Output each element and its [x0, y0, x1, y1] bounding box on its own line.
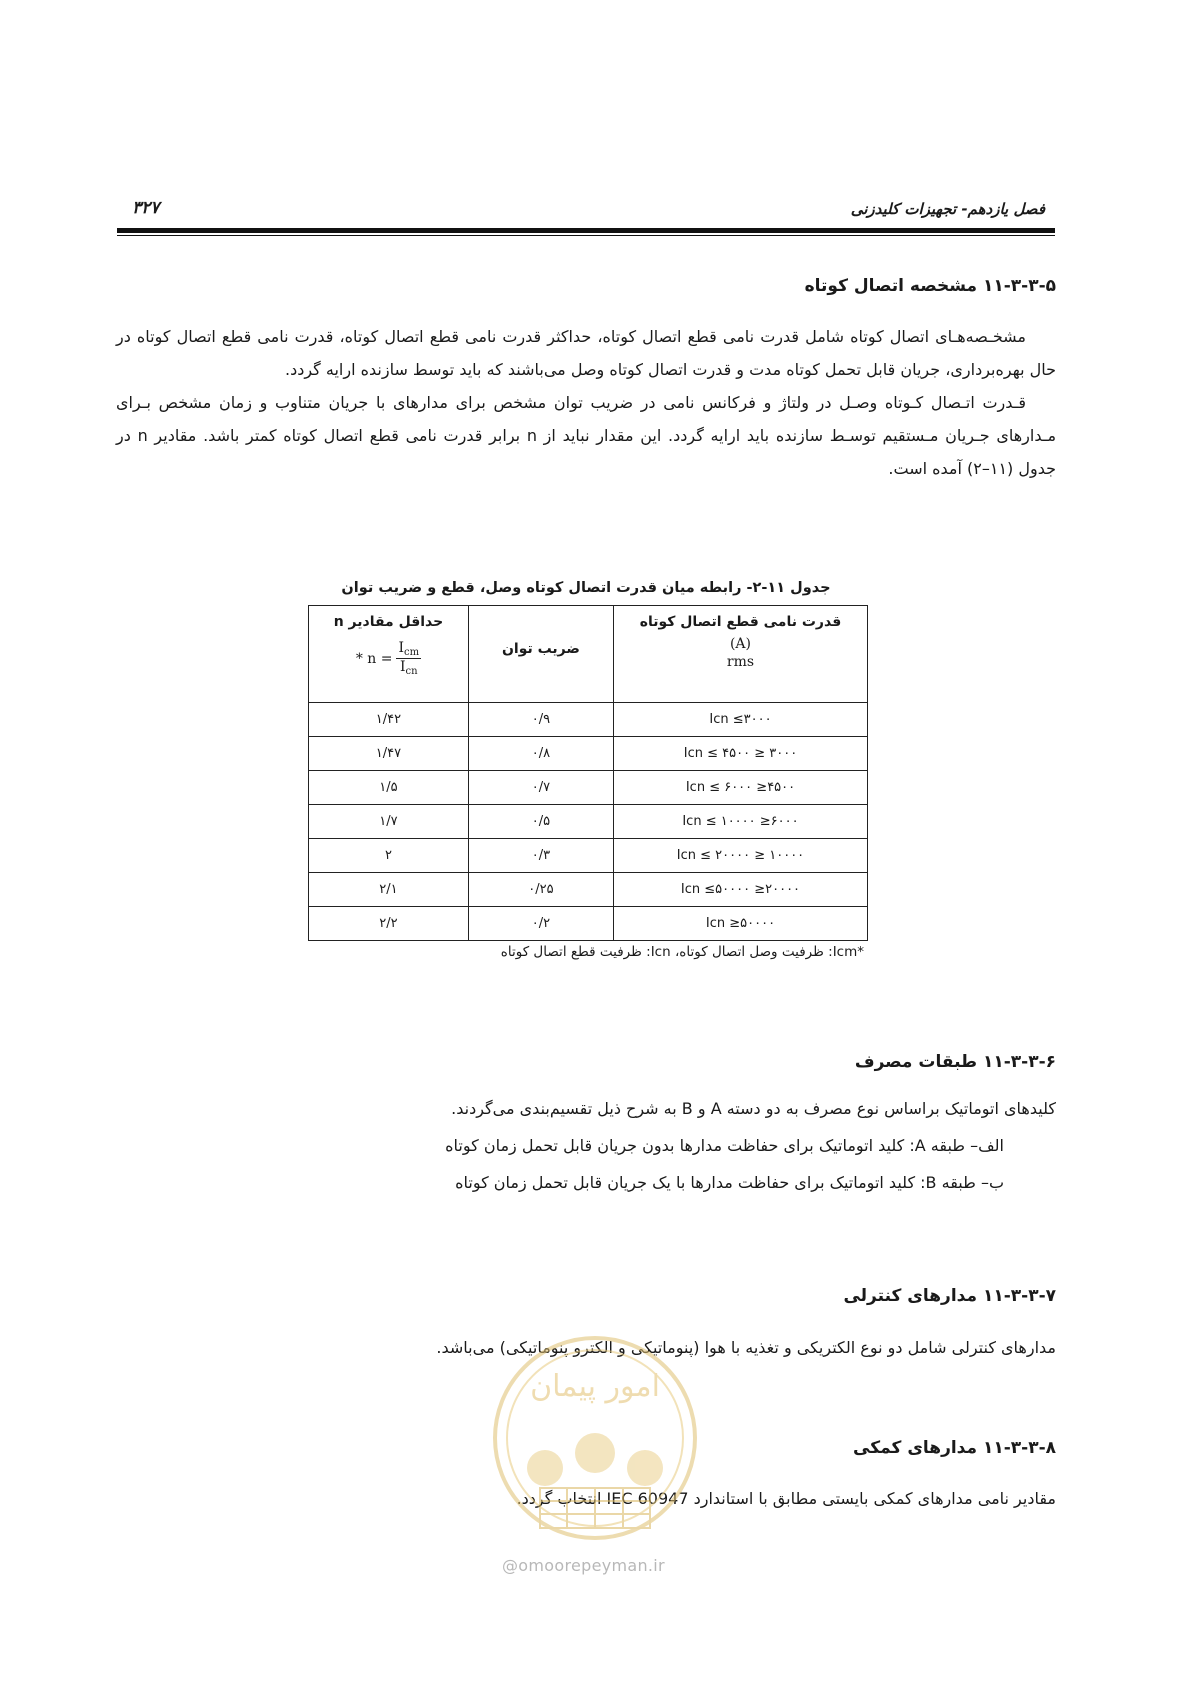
header-breaking-capacity: قدرت نامی قطع اتصال کوتاه (A) rms [613, 606, 867, 703]
svg-text:امور پیمان: امور پیمان [530, 1369, 660, 1404]
cell-power-factor: ۰/۲۵ [468, 873, 613, 907]
cell-current-range: ۵۰۰۰۰≤ Icn [613, 907, 867, 941]
section-heading-control-circuits: ۱۱-۳-۳-۷ مدارهای کنترلی [843, 1286, 1056, 1306]
paragraph: قـدرت اتـصال کـوتاه وصـل در ولتاژ و فرکانس نامی در ضریب توان مشخص برای مدارهای با جریان متناوب و زمان مشخص بـرای مـدارهای جـریان مـستقیم توسـط سازنده باید ارایه گردد. این مقدار نباید از n برابر قدرت نامی قطع اتصال کوتاه کمتر باشد. مقادیر n در جدول (۱۱–۲) آمده است. [116, 393, 1057, 478]
table-footnote: *Icm: ظرفیت وصل اتصال کوتاه، Icn: ظرفیت قطع اتصال کوتاه [500, 944, 864, 960]
paragraph: مدارهای کنترلی شامل دو نوع الکتریکی و تغذیه با هوا (پنوماتیکی و الکترو پنوماتیکی) می‌باشد. [436, 1338, 1056, 1357]
cell-min-n: ۱/۴۲ [309, 703, 469, 737]
cell-power-factor: ۰/۳ [468, 839, 613, 873]
n-formula: * n = $\frac{I_{cm}}{I_{cn}}$ [355, 640, 420, 677]
table-row [309, 737, 868, 771]
header-min-n: حداقل مقادیر n * n = $\frac{I_{cm}}{I_{cn}}$ [309, 606, 469, 703]
table-row [309, 907, 868, 941]
table-row [309, 805, 868, 839]
cell-power-factor: ۰/۲ [468, 907, 613, 941]
cell-min-n: ۱/۴۷ [309, 737, 469, 771]
cell-power-factor: ۰/۵ [468, 805, 613, 839]
cell-power-factor: ۰/۸ [468, 737, 613, 771]
cell-min-n: ۲/۲ [309, 907, 469, 941]
table-row [309, 873, 868, 907]
paragraph: مشخـصه‌هـای اتصال کوتاه شامل قدرت نامی قطع اتصال کوتاه، حداکثر قدرت نامی قطع اتصال کوتاه، قدرت نامی قطع اتصال کوتاه در حال بهره‌برداری، جریان قابل تحمل کوتاه مدت و قدرت اتصال کوتاه وصل می‌باشند که باید توسط سازنده ارایه گردد. [116, 327, 1056, 379]
table-row [309, 839, 868, 873]
cell-current-range: ۶۰۰۰≤ Icn ≤ ۱۰۰۰۰ [613, 805, 867, 839]
cell-current-range: ۴۵۰۰≤ Icn ≤ ۶۰۰۰ [613, 771, 867, 805]
table-header-row [309, 606, 868, 703]
table-caption: جدول ۱۱-۲- رابطه میان قدرت اتصال کوتاه وصل، قطع و ضریب توان [341, 580, 831, 596]
paragraph: مقادیر نامی مدارهای کمکی بایستی مطابق با استاندارد IEC 60947 انتخاب گردد. [516, 1489, 1056, 1508]
cell-current-range: Icn ≤۳۰۰۰ [613, 703, 867, 737]
page-number: ۳۲۷ [132, 198, 160, 218]
running-head: فصل یازدهم- تجهیزات کلیدزنی [850, 200, 1045, 218]
cell-min-n: ۲ [309, 839, 469, 873]
paragraph: کلیدهای اتوماتیک براساس نوع مصرف به دو دسته A و B به شرح ذیل تقسیم‌بندی می‌گردند. [451, 1099, 1056, 1118]
cell-power-factor: ۰/۷ [468, 771, 613, 805]
section-6-body [276, 1090, 1056, 1201]
list-item: الف– طبقه A: کلید اتوماتیک برای حفاظت مدارها بدون جریان قابل تحمل زمان کوتاه [445, 1136, 1004, 1155]
table-row [309, 703, 868, 737]
cell-min-n: ۱/۷ [309, 805, 469, 839]
section-5-body [116, 320, 1056, 485]
watermark-seal-icon [485, 1318, 705, 1578]
section-heading-auxiliary-circuits: ۱۱-۳-۳-۸ مدارهای کمکی [853, 1438, 1056, 1458]
cell-power-factor: ۰/۹ [468, 703, 613, 737]
header-power-factor: ضریب توان [468, 606, 613, 703]
section-heading-utilization-category: ۱۱-۳-۳-۶ طبقات مصرف [854, 1052, 1056, 1072]
header-rule-thin [117, 235, 1055, 236]
list-item: ب– طبقه B: کلید اتوماتیک برای حفاظت مدارها با یک جریان قابل تحمل زمان کوتاه [455, 1173, 1004, 1192]
cell-min-n: ۲/۱ [309, 873, 469, 907]
watermark-text: @omoorepeyman.ir [502, 1556, 665, 1575]
section-heading-short-circuit: ۱۱-۳-۳-۵ مشخصه اتصال کوتاه [804, 276, 1056, 296]
cell-min-n: ۱/۵ [309, 771, 469, 805]
cell-current-range: ۱۰۰۰۰ ≤ Icn ≤ ۲۰۰۰۰ [613, 839, 867, 873]
ratio-table [308, 605, 868, 941]
header-rule [117, 228, 1055, 233]
cell-current-range: ۳۰۰۰ ≤ Icn ≤ ۴۵۰۰ [613, 737, 867, 771]
cell-current-range: ۲۰۰۰۰≤ Icn ≤۵۰۰۰۰ [613, 873, 867, 907]
table-row [309, 771, 868, 805]
